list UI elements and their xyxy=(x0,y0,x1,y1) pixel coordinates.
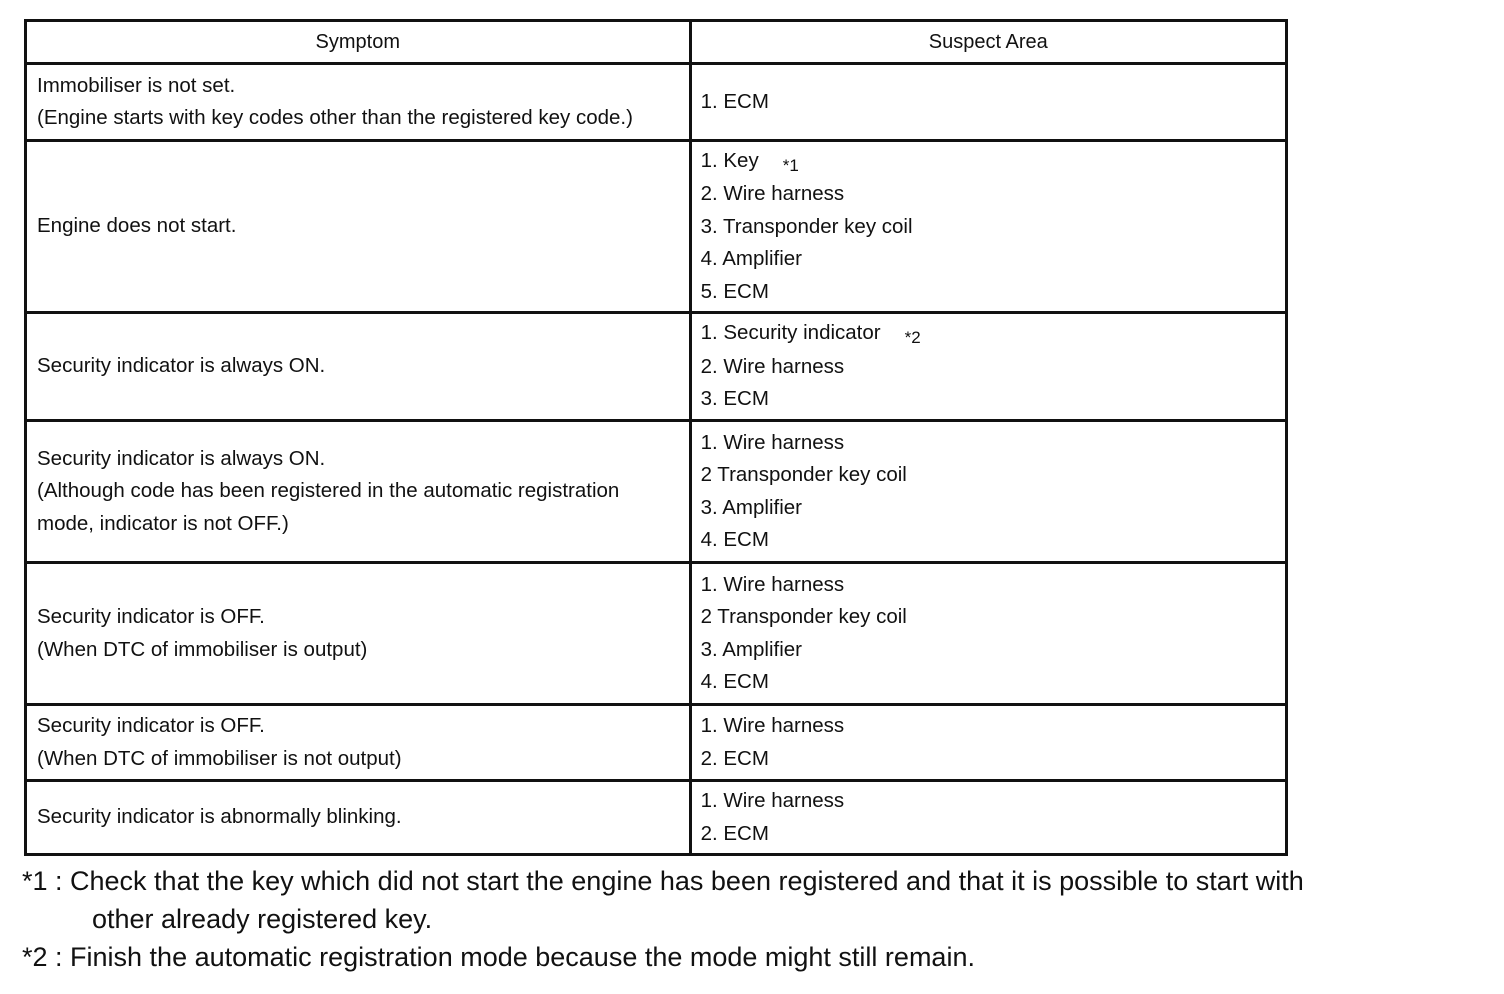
suspect-item: 2 Transponder key coil xyxy=(700,463,907,486)
symptom-cell xyxy=(26,421,691,563)
suspect-item: 3. Transponder key coil xyxy=(700,214,913,238)
table-row xyxy=(26,313,1287,421)
footnote-1: *1 : Check that the key which did not start the engine has been registered and that it is possible to start with xyxy=(22,866,1304,896)
symptom-text: Security indicator is abnormally blinking. xyxy=(37,805,402,829)
suspect-area-cell xyxy=(690,563,1286,705)
suspect-item: 2. Wire harness xyxy=(700,182,845,206)
diagnosis-table xyxy=(24,19,1288,856)
suspect-item: 1. Wire harness xyxy=(700,789,845,812)
suspect-item xyxy=(701,317,1285,351)
suspect-item: 4. ECM xyxy=(700,670,769,693)
symptom-text: (Engine starts with key codes other than the registered key code.) xyxy=(37,106,633,129)
symptom-text: Security indicator is OFF. xyxy=(37,714,265,737)
table-row xyxy=(26,563,1287,705)
symptom-text: Immobiliser is not set. xyxy=(37,73,236,97)
table-header-row xyxy=(26,21,1287,64)
suspect-item: 1. Wire harness xyxy=(700,572,845,596)
suspect-item: 4. ECM xyxy=(700,528,769,551)
symptom-text: (Although code has been registered in the automatic registration xyxy=(37,479,620,503)
suspect-area-cell xyxy=(690,705,1286,781)
suspect-item: 3. ECM xyxy=(700,387,769,411)
table-row xyxy=(26,705,1287,781)
suspect-area-cell xyxy=(690,64,1286,141)
suspect-item: 2. ECM xyxy=(700,821,769,845)
suspect-item-label: 1. Key xyxy=(700,148,759,172)
diagnosis-table-container xyxy=(24,19,1288,856)
suspect-item: 2 Transponder key coil xyxy=(700,605,907,628)
symptom-cell xyxy=(26,705,691,781)
table-row xyxy=(26,64,1287,141)
symptom-cell xyxy=(26,141,691,313)
footnote-1-continuation: other already registered key. xyxy=(92,904,433,934)
suspect-item: 2. ECM xyxy=(700,746,769,770)
suspect-item: 4. Amplifier xyxy=(700,247,802,271)
suspect-item: 1. Wire harness xyxy=(700,714,845,737)
suspect-area-cell xyxy=(690,141,1286,313)
footnote-ref: *1 xyxy=(782,155,799,175)
symptom-text: mode, indicator is not OFF.) xyxy=(37,511,289,535)
suspect-item: 3. Amplifier xyxy=(700,637,802,661)
symptom-cell xyxy=(26,781,691,855)
footnotes xyxy=(22,862,1492,976)
suspect-area-cell xyxy=(690,313,1286,421)
symptom-text: (When DTC of immobiliser is not output) xyxy=(37,746,402,770)
symptom-cell xyxy=(26,313,691,421)
footnote-2: *2 : Finish the automatic registration mode because the mode might still remain. xyxy=(22,942,975,972)
symptom-cell xyxy=(26,64,691,141)
footnote-ref: *2 xyxy=(904,328,921,348)
symptom-header: Symptom xyxy=(26,21,691,64)
table-row xyxy=(26,781,1287,855)
symptom-text: Security indicator is always ON. xyxy=(37,354,326,378)
symptom-text: Security indicator is always ON. xyxy=(37,446,326,470)
symptom-text: Security indicator is OFF. xyxy=(37,605,265,628)
suspect-item: 1. ECM xyxy=(700,89,769,113)
suspect-area-cell xyxy=(690,421,1286,563)
suspect-item: 3. Amplifier xyxy=(700,495,802,519)
suspect-item: 5. ECM xyxy=(700,279,769,303)
suspect-area-header: Suspect Area xyxy=(690,21,1286,64)
symptom-text: (When DTC of immobiliser is output) xyxy=(37,637,368,661)
suspect-item xyxy=(701,145,1285,179)
table-row xyxy=(26,141,1287,313)
suspect-item: 1. Wire harness xyxy=(700,430,845,454)
suspect-area-cell xyxy=(690,781,1286,855)
symptom-cell xyxy=(26,563,691,705)
suspect-item-label: 1. Security indicator xyxy=(700,321,881,345)
suspect-item: 2. Wire harness xyxy=(700,354,845,378)
table-row xyxy=(26,421,1287,563)
symptom-text: Engine does not start. xyxy=(37,214,237,238)
